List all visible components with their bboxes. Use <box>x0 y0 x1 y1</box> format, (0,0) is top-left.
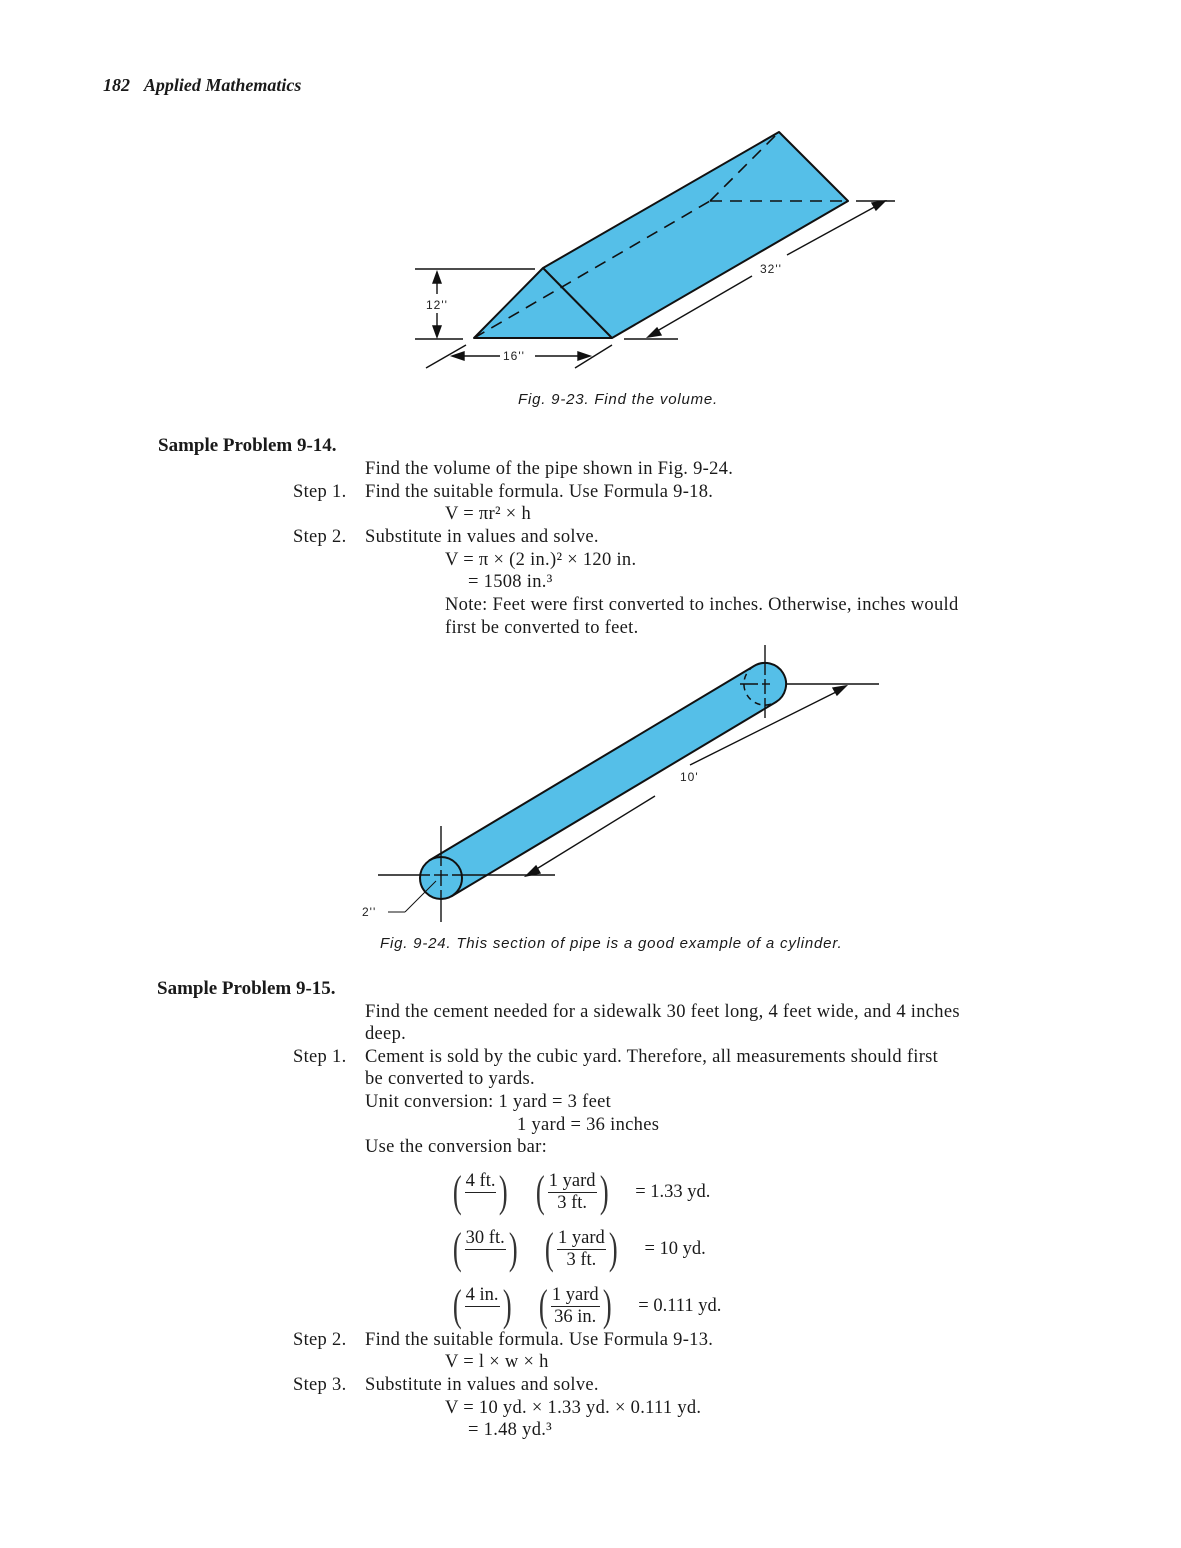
problem-text: Find the volume of the pipe shown in Fig. 9-24. <box>365 459 734 479</box>
step-label: Step 1. <box>293 1047 347 1067</box>
conversion-result: = 10 yd. <box>644 1238 706 1259</box>
conversion-result: = 1.33 yd. <box>635 1181 711 1202</box>
conversion-bar-intro: Use the conversion bar: <box>365 1137 548 1157</box>
numerator: 1 yard <box>551 1284 599 1305</box>
step-text: Find the suitable formula. Use Formula 9-13. <box>365 1330 714 1350</box>
step-label: Step 2. <box>293 527 347 547</box>
step-text: Find the suitable formula. Use Formula 9-18. <box>365 482 714 502</box>
figure-caption: Fig. 9-23. Find the volume. <box>518 391 719 408</box>
unit-conversion: 1 yard = 36 inches <box>517 1115 660 1135</box>
problem-text: Find the cement needed for a sidewalk 30 feet long, 4 feet wide, and 4 inches <box>365 1002 960 1022</box>
numerator: 30 ft. <box>465 1227 505 1248</box>
problem-heading: Sample Problem 9-15. <box>157 978 336 999</box>
pipe-body <box>430 663 786 896</box>
denominator: 36 in. <box>554 1306 597 1327</box>
page-number: 182 <box>103 75 130 95</box>
length-label: 10' <box>680 770 699 784</box>
numerator: 1 yard <box>548 1170 596 1191</box>
length-label: 32'' <box>760 262 782 276</box>
step-label: Step 1. <box>293 482 347 502</box>
unit-conversion: Unit conversion: 1 yard = 3 feet <box>365 1092 612 1112</box>
conversion-row: ( 4 in. ) ( 1 yard 36 in. ) = 0.111 yd. <box>452 1281 722 1330</box>
figure-caption: Fig. 9-24. This section of pipe is a good example of a cylinder. <box>380 935 843 952</box>
formula: V = l × w × h <box>445 1352 549 1372</box>
calculation: = 1508 in.³ <box>468 572 553 592</box>
numerator: 4 ft. <box>465 1170 496 1191</box>
base-label: 16'' <box>503 349 525 363</box>
calculation: = 1.48 yd.³ <box>468 1420 553 1440</box>
step-label: Step 3. <box>293 1375 347 1395</box>
denominator: 3 ft. <box>557 1192 588 1213</box>
conversion-row: ( 4 ft. ) ( 1 yard 3 ft. ) = 1.33 yd. <box>452 1167 711 1216</box>
step-label: Step 2. <box>293 1330 347 1350</box>
radius-label: 2'' <box>362 905 377 919</box>
note: Note: Feet were first converted to inches. Otherwise, inches would <box>445 595 959 615</box>
step-text: Substitute in values and solve. <box>365 527 599 547</box>
height-label: 12'' <box>426 298 448 312</box>
step-text: be converted to yards. <box>365 1069 535 1089</box>
numerator: 1 yard <box>558 1227 605 1248</box>
calculation: V = π × (2 in.)² × 120 in. <box>445 550 637 570</box>
conversion-row: ( 30 ft. ) ( 1 yard 3 ft. ) = 10 yd. <box>452 1224 706 1273</box>
problem-heading: Sample Problem 9-14. <box>158 435 337 456</box>
step-text: Substitute in values and solve. <box>365 1375 599 1395</box>
conversion-result: = 0.111 yd. <box>638 1295 722 1316</box>
formula: V = πr² × h <box>445 504 531 524</box>
calculation: V = 10 yd. × 1.33 yd. × 0.111 yd. <box>445 1398 702 1418</box>
book-title: Applied Mathematics <box>143 75 302 95</box>
step-text: Cement is sold by the cubic yard. Therefore, all measurements should first <box>365 1047 939 1067</box>
numerator: 4 in. <box>465 1284 499 1305</box>
denominator: 3 ft. <box>566 1249 597 1270</box>
note: first be converted to feet. <box>445 618 639 638</box>
problem-text: deep. <box>365 1024 407 1044</box>
